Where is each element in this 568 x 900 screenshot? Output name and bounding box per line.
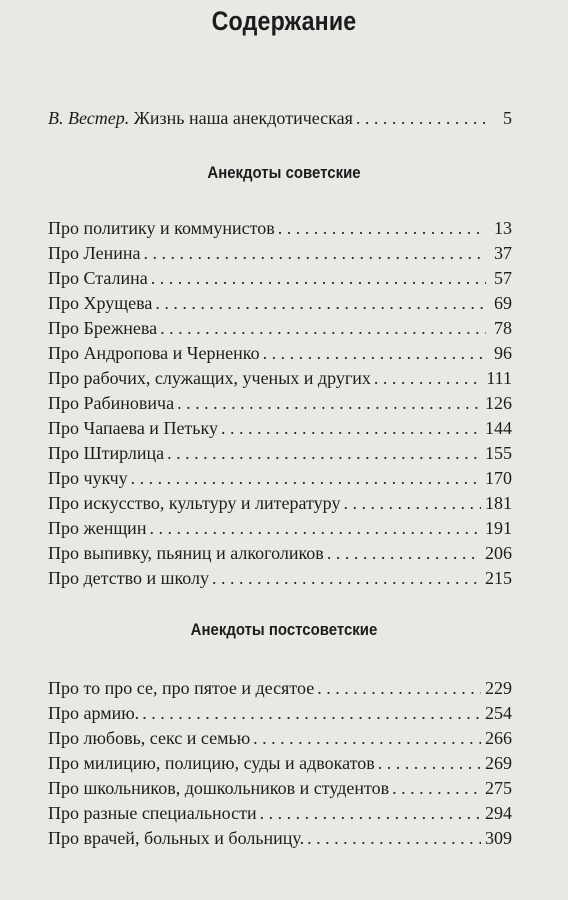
toc-entry <box>48 416 512 440</box>
toc-entry-text: Про Сталина <box>48 268 148 288</box>
toc-entry <box>48 726 512 750</box>
toc-entry <box>48 751 512 775</box>
toc-page-number: 78 <box>494 318 512 338</box>
toc-page-number: 266 <box>485 728 512 748</box>
toc-page-number: 229 <box>485 678 512 698</box>
toc-entry-text: Про детство и школу <box>48 568 210 588</box>
toc-page-number: 181 <box>485 493 512 513</box>
toc-page-number: 309 <box>485 828 512 848</box>
toc-entry-text: Про выпивку, пьяниц и алкоголиков <box>48 543 324 563</box>
toc-leader-dots <box>343 491 481 515</box>
toc-leader-dots <box>142 701 481 725</box>
toc-page-number: 111 <box>486 368 512 388</box>
toc-leader-dots <box>374 366 482 390</box>
toc-entry <box>48 391 512 415</box>
toc-entry-text: Про Брежнева <box>48 318 158 338</box>
toc-entry <box>48 541 512 565</box>
toc-page-number: 155 <box>485 443 512 463</box>
toc-page-number: 294 <box>485 803 512 823</box>
toc-leader-dots <box>149 516 481 540</box>
toc-leader-dots <box>177 391 481 415</box>
toc-leader-dots <box>253 726 481 750</box>
toc-entry-text: Про политику и коммунистов <box>48 218 275 238</box>
toc-leader-dots <box>392 776 481 800</box>
toc-entry <box>48 366 512 390</box>
toc-entry <box>48 341 512 365</box>
page-title: Содержание <box>211 6 357 36</box>
toc-entry <box>48 241 512 265</box>
toc-page-number: 254 <box>485 703 512 723</box>
toc-entry-text: Про рабочих, служащих, ученых и других <box>48 368 371 388</box>
toc-leader-dots <box>260 801 481 825</box>
toc-page-number: 69 <box>494 293 512 313</box>
toc-leader-dots <box>317 676 481 700</box>
toc-entry-text: Про любовь, секс и семью <box>48 728 251 748</box>
toc-entry-text: Про Андропова и Черненко <box>48 343 260 363</box>
toc-entry-text: Про искусство, культуру и литературу <box>48 493 341 513</box>
toc-leader-dots <box>131 466 481 490</box>
toc-page-number: 215 <box>485 568 512 588</box>
toc-page-number: 13 <box>494 218 512 238</box>
toc-entry <box>48 776 512 800</box>
section-heading-soviet: Анекдоты советские <box>207 163 361 182</box>
toc-entry <box>48 466 512 490</box>
toc-entry <box>48 316 512 340</box>
toc-leader-dots <box>160 316 486 340</box>
section-heading-post-soviet: Анекдоты постсоветские <box>190 620 378 639</box>
toc-entry-author: В. Вестер. <box>48 108 130 128</box>
toc-entry <box>48 676 512 700</box>
toc-entry <box>48 516 512 540</box>
toc-entry <box>48 266 512 290</box>
toc-leader-dots <box>155 291 486 315</box>
toc-leader-dots <box>221 416 481 440</box>
toc-leader-dots <box>151 266 486 290</box>
toc-page-number: 275 <box>485 778 512 798</box>
toc-entry <box>48 826 512 850</box>
toc-entry-text <box>48 106 353 130</box>
toc-page-number: 191 <box>485 518 512 538</box>
toc-entry-text: Про школьников, дошкольников и студентов <box>48 778 390 798</box>
toc-entry-text: Про врачей, больных и больницу. <box>48 828 305 848</box>
toc-entry-text: Про разные специальности <box>48 803 257 823</box>
toc-entry-text: Про Рабиновича <box>48 393 175 413</box>
toc-leader-dots <box>263 341 486 365</box>
toc-entry-text: Про Чапаева и Петьку <box>48 418 218 438</box>
toc-leader-dots <box>378 751 481 775</box>
toc-entry-text: Про Штирлица <box>48 443 165 463</box>
toc-entry-text: Про Ленина <box>48 243 141 263</box>
toc-page-number: 206 <box>485 543 512 563</box>
toc-entry-text: Про то про се, про пятое и десятое <box>48 678 315 698</box>
toc-entry <box>48 701 512 725</box>
toc-leader-dots <box>307 826 481 850</box>
toc-entry <box>48 216 512 240</box>
toc-page-number: 126 <box>485 393 512 413</box>
toc-page-number: 269 <box>485 753 512 773</box>
toc-entry-text: Про чукчу <box>48 468 128 488</box>
toc-page-number: 57 <box>494 268 512 288</box>
toc-leader-dots <box>327 541 481 565</box>
toc-entry <box>48 801 512 825</box>
toc-leader-dots <box>167 441 481 465</box>
toc-entry <box>48 566 512 590</box>
toc-entry-title: Жизнь наша анекдотическая <box>133 108 353 128</box>
toc-entry-text: Про Хрущева <box>48 293 153 313</box>
toc-entry-text: Про милицию, полицию, суды и адвокатов <box>48 753 375 773</box>
toc-page-number: 96 <box>494 343 512 363</box>
toc-entry <box>48 291 512 315</box>
toc-leader-dots <box>143 241 486 265</box>
toc-leader-dots <box>356 106 486 130</box>
toc-entry-text: Про армию. <box>48 703 140 723</box>
toc-page-number: 5 <box>503 108 512 128</box>
toc-page-number: 37 <box>494 243 512 263</box>
toc-page-number: 170 <box>485 468 512 488</box>
toc-page-number: 144 <box>485 418 512 438</box>
toc-leader-dots <box>278 216 486 240</box>
toc-intro-entry <box>48 106 512 130</box>
toc-leader-dots <box>212 566 481 590</box>
toc-entry <box>48 491 512 515</box>
toc-entry <box>48 441 512 465</box>
toc-entry-text: Про женщин <box>48 518 147 538</box>
